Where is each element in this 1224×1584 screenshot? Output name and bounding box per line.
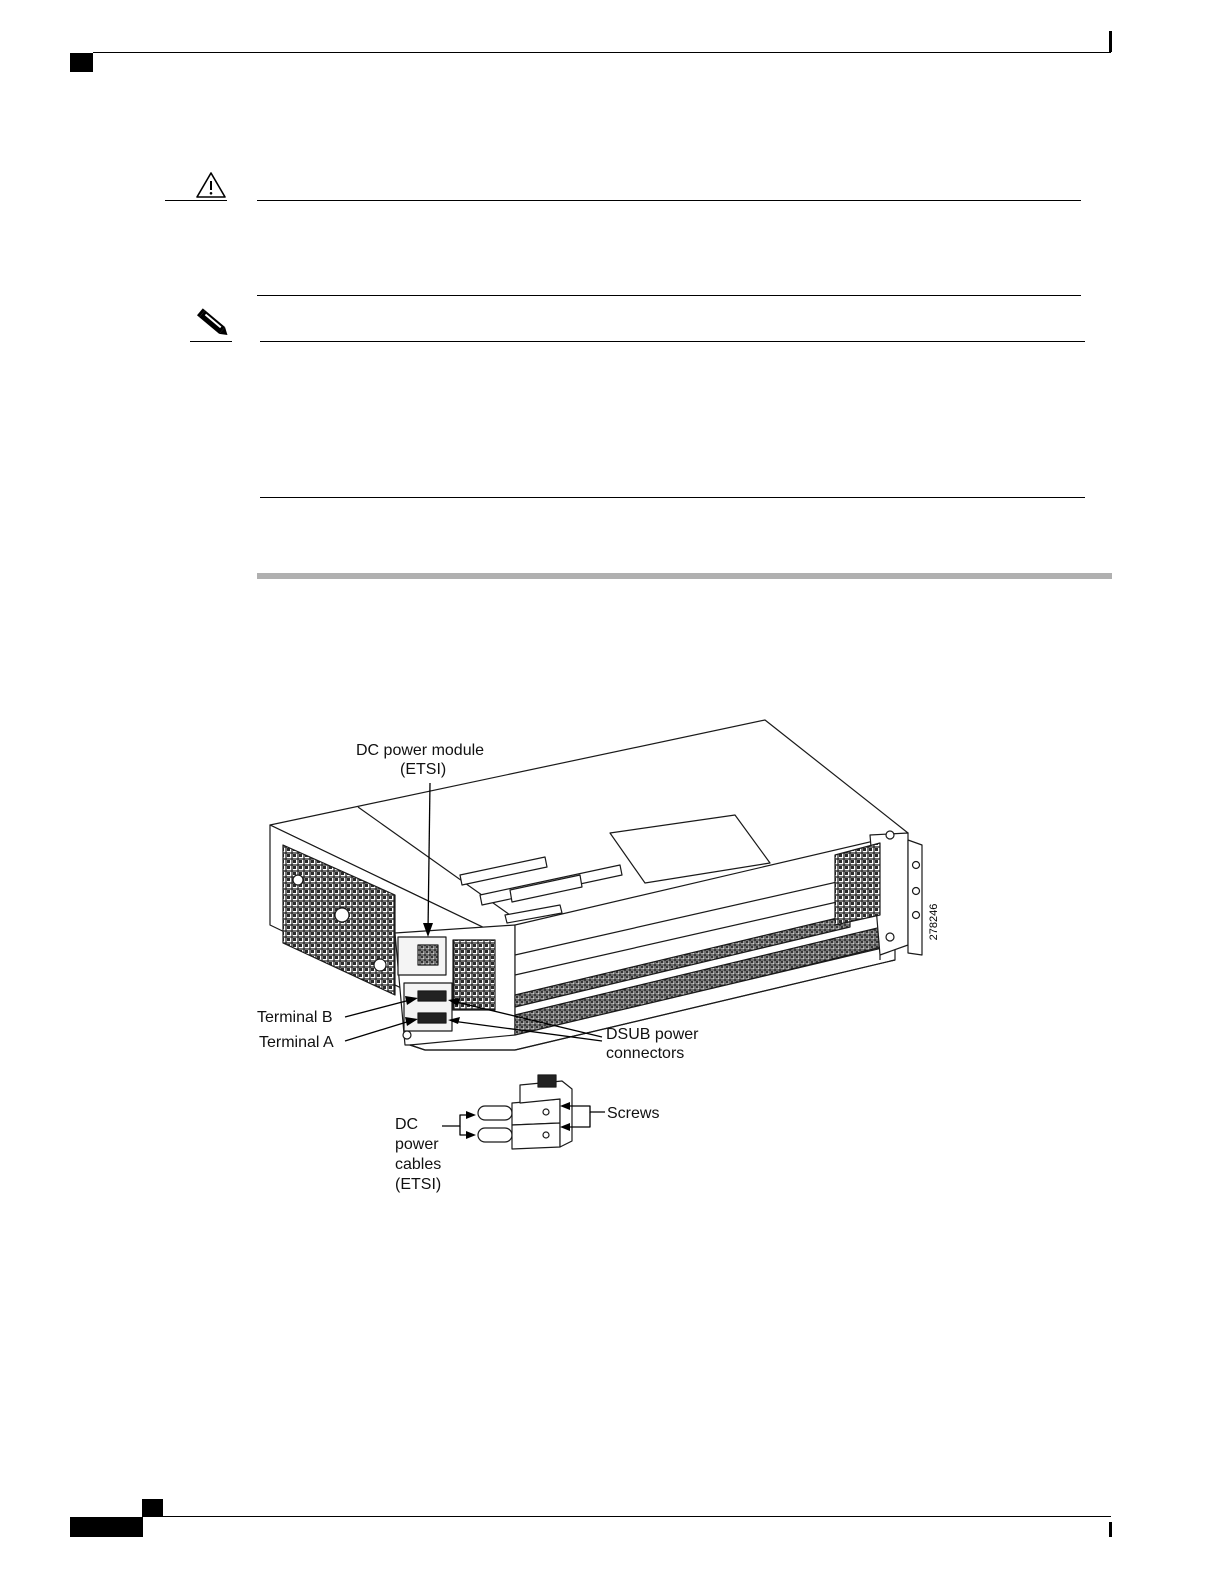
caution-icon [195, 171, 227, 199]
note-top-rule [260, 341, 1085, 342]
header-right-tick [1109, 31, 1112, 52]
label-dc-power-module-etsi: (ETSI) [400, 761, 447, 778]
chassis-illustration [250, 715, 960, 1205]
label-etsi: (ETSI) [395, 1176, 442, 1193]
label-cables: cables [395, 1156, 442, 1173]
figure-number: 278246 [928, 903, 940, 941]
footer-right-tick [1109, 1522, 1112, 1537]
footer-page-tab-notch [142, 1499, 163, 1517]
label-dc-power-module: DC power module [356, 742, 485, 759]
section-divider-bar [257, 573, 1112, 579]
footer-page-tab [70, 1517, 143, 1537]
caution-icon-rule [165, 200, 227, 201]
caution-bottom-rule [257, 295, 1081, 296]
dsub-connector-illustration [478, 1075, 572, 1149]
label-terminal-b: Terminal B [257, 1009, 333, 1026]
footer-rule [143, 1516, 1111, 1517]
caution-top-rule [257, 200, 1081, 201]
note-bottom-rule [260, 497, 1085, 498]
header-rule [93, 52, 1111, 53]
label-dsub-power: DSUB power [606, 1026, 699, 1043]
note-icon [195, 307, 233, 339]
label-screws: Screws [607, 1105, 660, 1122]
label-dc: DC [395, 1116, 419, 1133]
label-dsub-connectors: connectors [606, 1045, 685, 1062]
note-icon-rule [190, 341, 232, 342]
header-corner-square [70, 53, 93, 72]
label-terminal-a: Terminal A [259, 1034, 334, 1051]
label-power: power [395, 1136, 439, 1153]
